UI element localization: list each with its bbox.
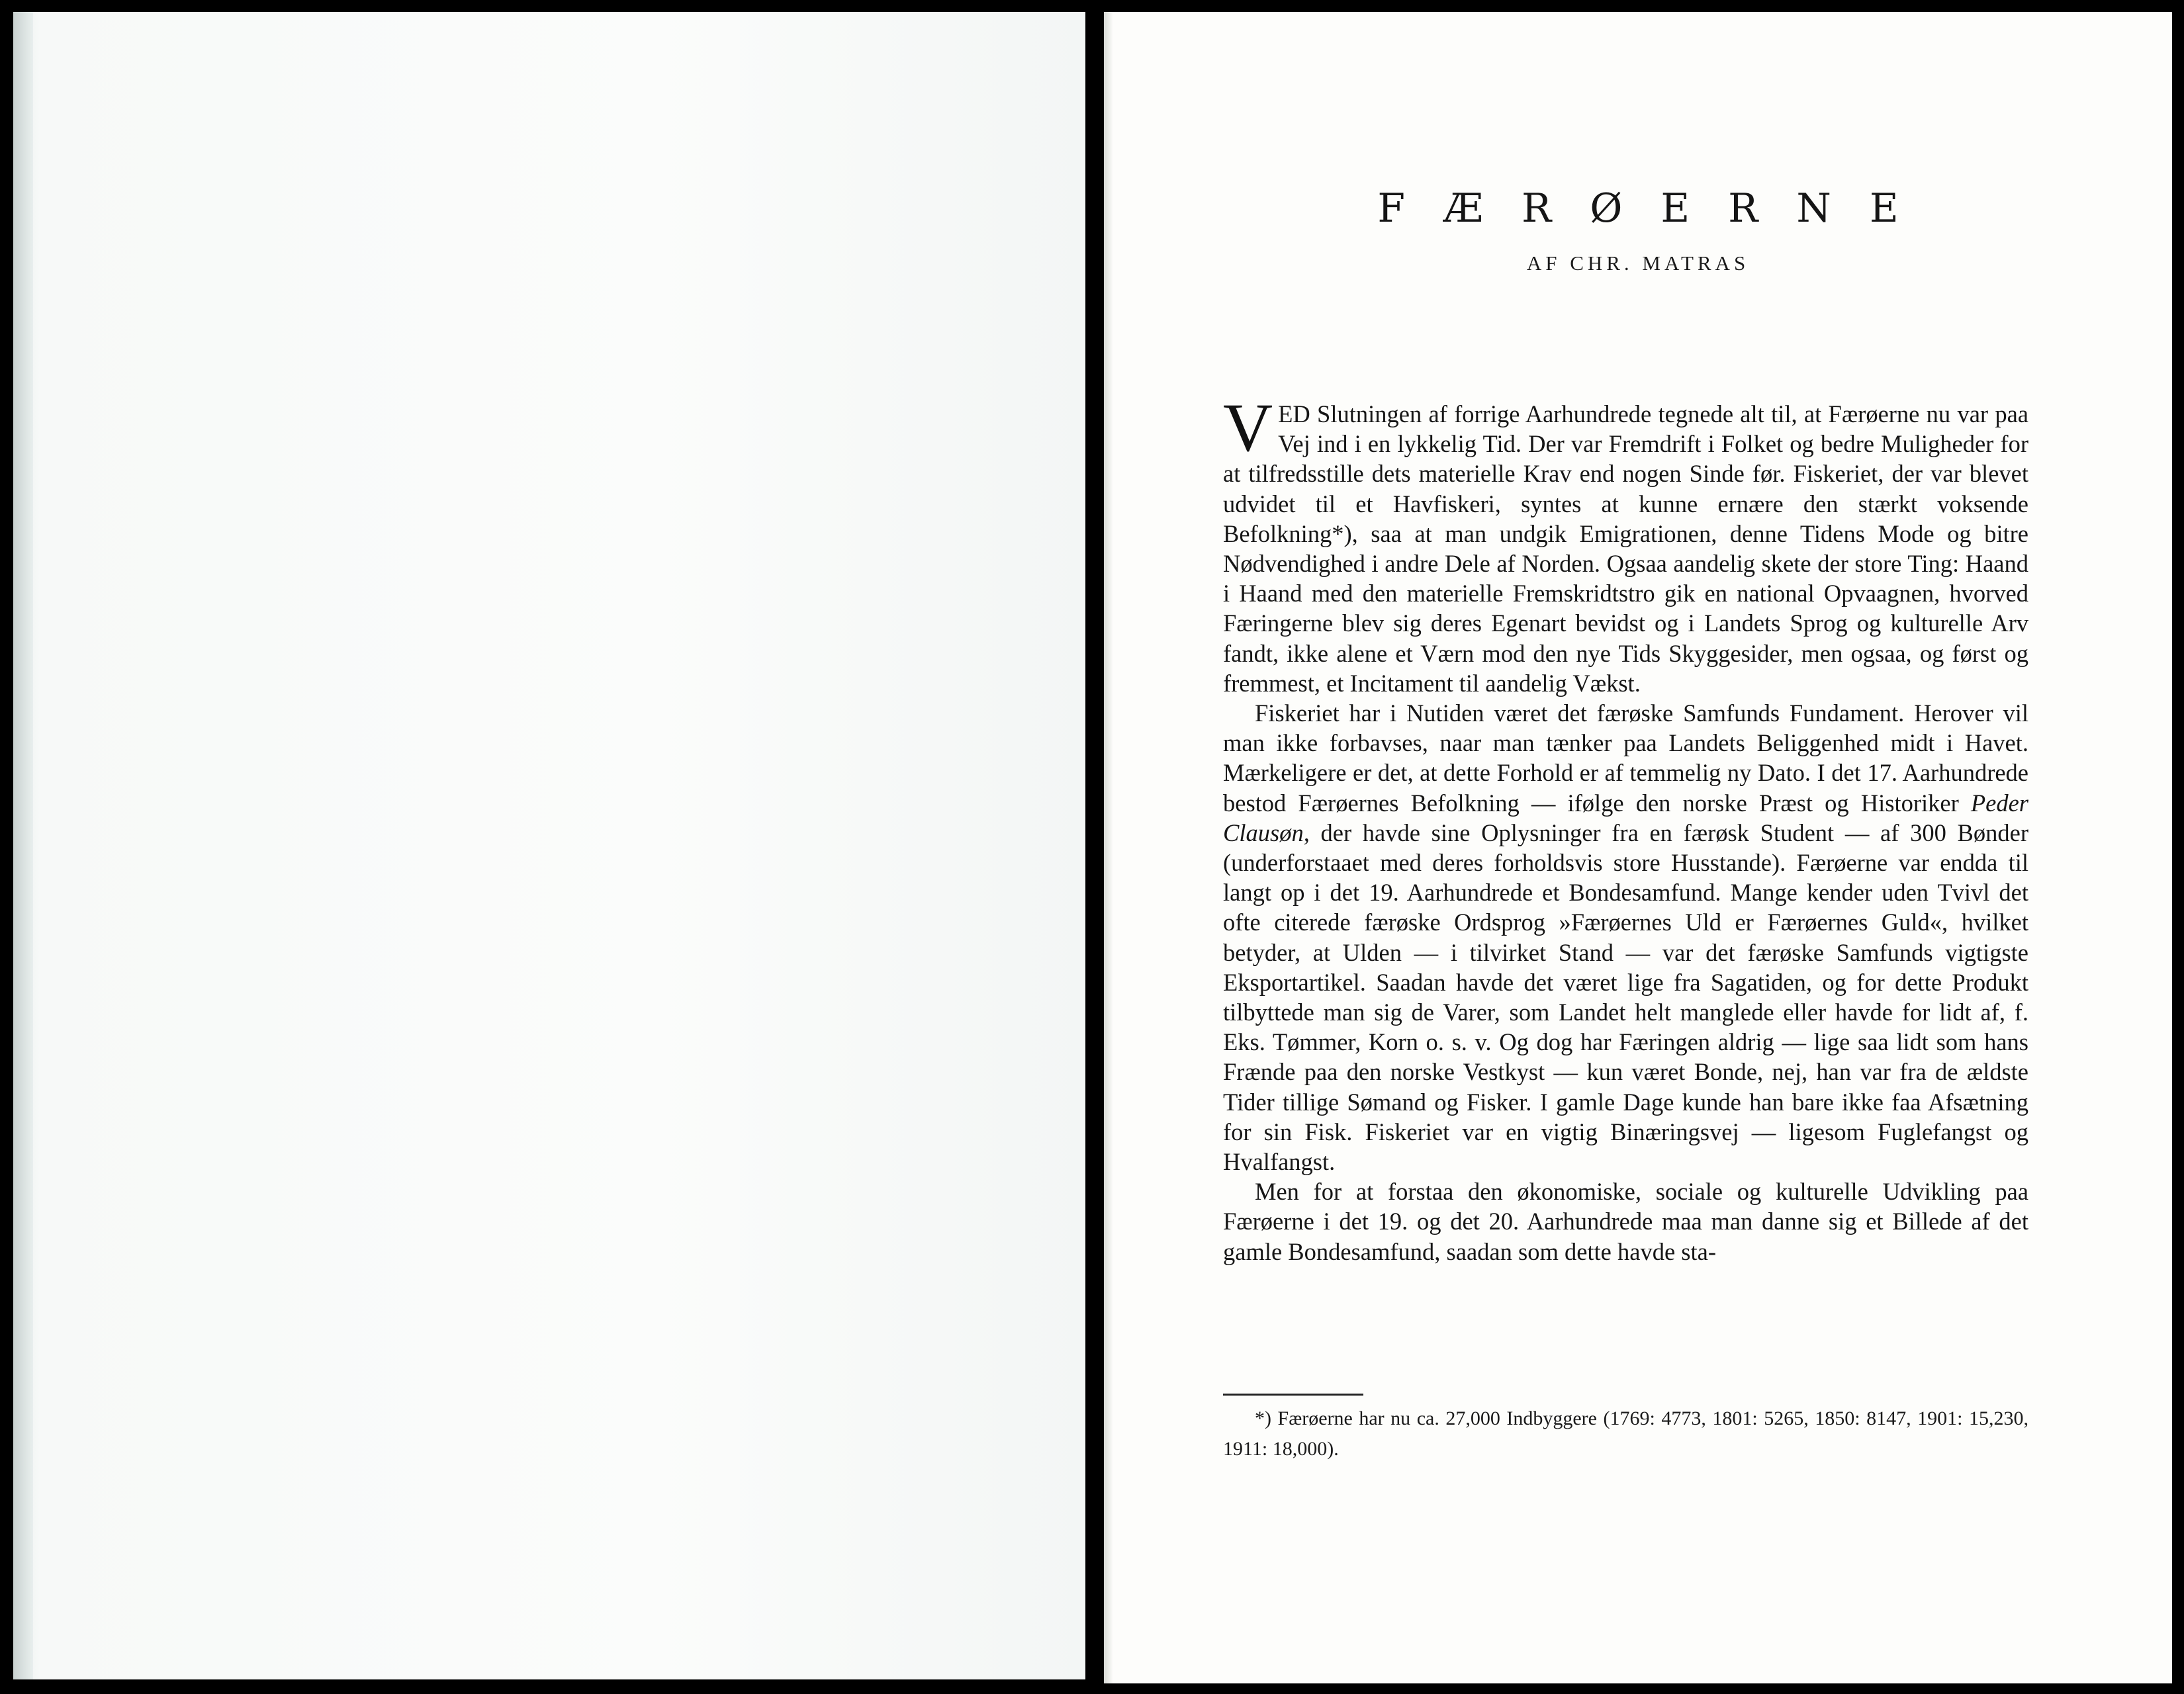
paragraph-2-text-start: Fiskeriet har i Nutiden været det færøske Samfunds Fundament. Herover vil man ikke forbavses, naar man tænker paa Landets Beliggenhed midt i Havet. Mærkeligere er det, at dette Forhold er af temmelig ny Dato. I det 17. Aarhundrede bestod Færøernes Befolkning — ifølge den norske Præst og Historiker [1223,699,2028,817]
page-gutter [13,12,33,1679]
author-byline: AF CHR. MATRAS [1526,251,1750,275]
paragraph-3 [1223,1177,2028,1267]
author-name-italic: Peder Clausøn, [1223,789,2028,846]
chapter-title: FÆRØERNE [1377,185,1937,232]
footnote-divider [1223,1394,1363,1396]
footnote-text: *) Færøerne har nu ca. 27,000 Indbyggere (1769: 4773, 1801: 5265, 1850: 8147, 1901: 15,230, 1911: 18,000). [1223,1407,2028,1460]
article-body [1223,390,2028,1267]
footnote [1223,1404,2028,1464]
left-blank-page [13,12,1085,1679]
paragraph-1 [1223,390,2028,698]
paragraph-2 [1223,698,2028,1177]
paragraph-2-text-end: der havde sine Oplysninger fra en færøsk Student — af 300 Bønder (underforstaaet med deres forholdsvis store Husstande). Færøerne var endda til langt op i det 19. Aarhundrede et Bondesamfund. Mange kender uden Tvivl det ofte citerede færøske Ordsprog »Færøernes Uld er Færøernes Guld«, hvilket betyder, at Ulden — i tilvirket Stand — var det færøske Samfunds vigtigste Eksportartikel. Saadan havde det været lige fra Sagatiden, og for dette Produkt tilbyttede man sig de Varer, som Landet helt manglede eller havde for lidt af, f. Eks. Tømmer, Korn o. s. v. Og dog har Færingen aldrig — lige saa lidt som hans Frænde paa den norske Vestkyst — kun været Bonde, nej, han var fra de ældste Tider tillige Sømand og Fisker. I gamle Dage kunde han bare ikke faa Afsætning for sin Fisk. Fiskeriet var en vigtig Binæringsvej — ligesom Fuglefangst og Hvalfangst. [1223,819,2028,1176]
paragraph-3-text: Men for at forstaa den økonomiske, sociale og kulturelle Udvikling paa Færøerne i det 19. og det 20. Aarhundrede maa man danne sig et Billede af det gamle Bondesamfund, saadan som dette havde sta- [1223,1178,2028,1265]
drop-cap-letter: V [1223,390,1273,466]
paragraph-1-text: ED Slutningen af forrige Aarhundrede tegnede alt til, at Færøerne nu var paa Vej ind i en lykkelig Tid. Der var Fremdrift i Folket og bedre Muligheder for at tilfredsstille dets materielle Krav end nogen Sinde før. Fiskeriet, der var blevet udvidet til et Havfiskeri, syntes at kunne ernære den stærkt voksende Befolkning*), saa at man undgik Emigrationen, denne Tidens Mode og bitre Nødvendighed i andre Dele af Norden. Ogsaa aandelig skete der store Ting: Haand i Haand med den materielle Fremskridtstro gik en national Opvaagnen, hvorved Færingerne blev sig deres Egenart bevidst og i Landets Sprog og kulturelle Arv fandt, ikke alene et Værn mod den nye Tids Skyggesider, men ogsaa, og først og fremmest, et Incitament til aandelig Vækst. [1223,400,2028,697]
right-text-page [1104,12,2172,1683]
